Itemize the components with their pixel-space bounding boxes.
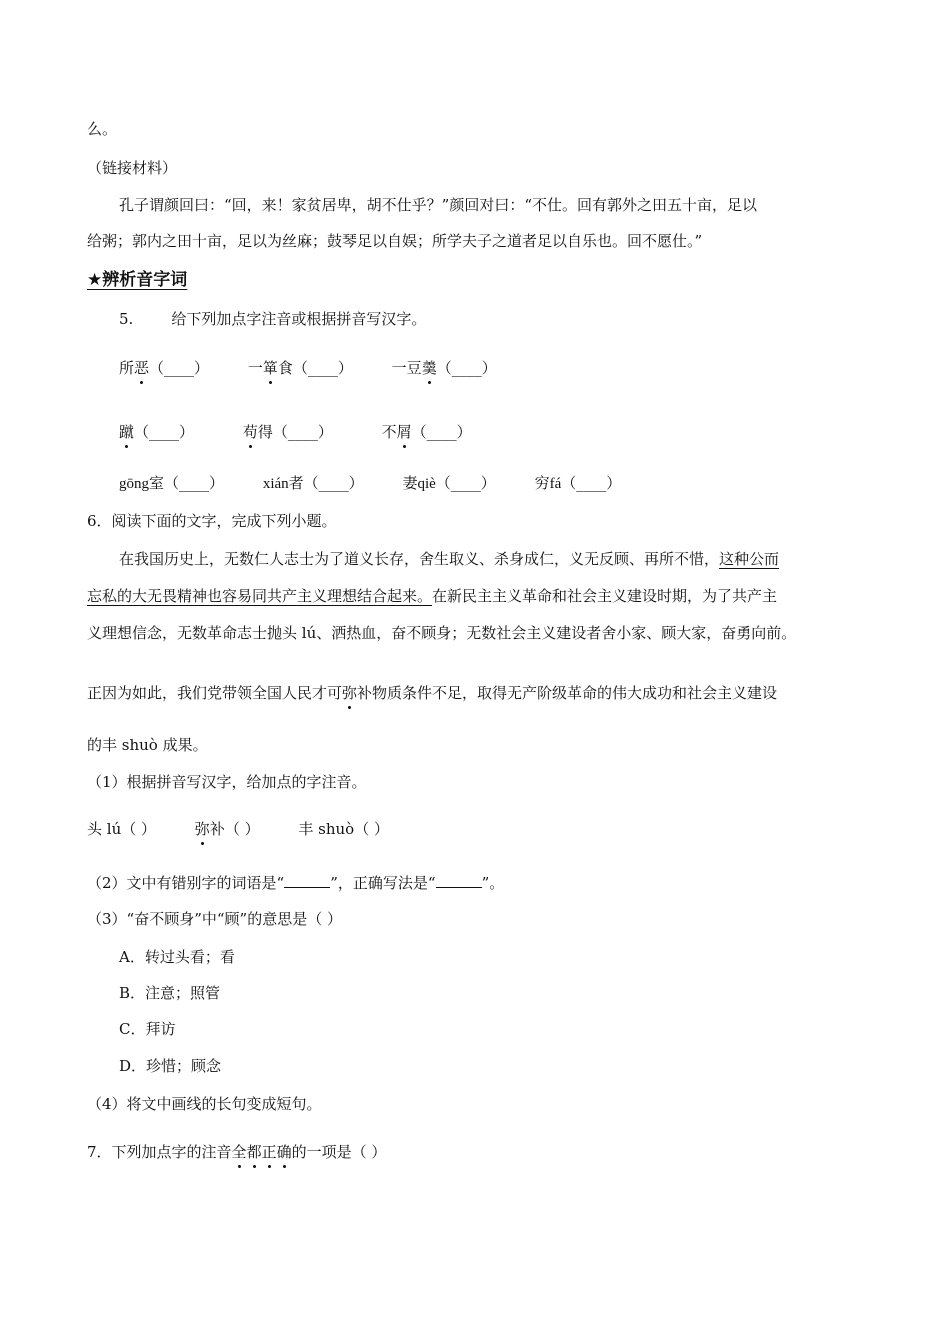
q7-question: 7．下列加点字的注音全都正确的一项是（ ）	[87, 1143, 387, 1161]
q6-passage-line-2: 忘私的大无畏精神也容易同共产主义理想结合起来。在新民主主义革命和社会主义建设时期，为了共产主	[87, 587, 778, 605]
q6-item: 头 lú（ ）	[87, 820, 157, 838]
q5-item: 一豆羹（____）	[391, 359, 497, 377]
q5-row-3	[119, 472, 621, 495]
link-material-line-2: 给粥；郭内之田十亩，足以为丝麻；鼓琴足以自娱；所学夫子之道者足以自乐也。回不愿仕。”	[87, 232, 703, 250]
q6-title: 6．阅读下面的文字，完成下列小题。	[87, 512, 337, 530]
q6-item: 弥补（ ）	[194, 820, 260, 838]
q5-row-1	[119, 357, 497, 379]
q5-item: 穷fá（____）	[534, 474, 622, 492]
q5-item: 苟得（____）	[242, 423, 333, 441]
q5-item: 不屑（____）	[381, 423, 472, 441]
option-c[interactable]: C．拜访	[119, 1020, 176, 1038]
q6-passage-line-3: 义理想信念，无数革命志士抛头 lú、洒热血，奋不顾身；无数社会主义建设者舍小家、顾大家，奋勇向前。	[87, 624, 797, 642]
q6-sub-1-items	[87, 818, 389, 840]
underlined-sentence: 这种公而	[719, 550, 780, 568]
q6-sub-3: （3）“奋不顾身”中“顾”的意思是（ ）	[87, 910, 342, 928]
section-heading: ★辨析音字词	[87, 270, 188, 290]
q5-number: 5.	[119, 310, 134, 328]
q5-item: 蹴（____）	[119, 423, 195, 441]
answer-blank[interactable]	[284, 873, 330, 888]
link-material-line-1: 孔子谓颜回曰：“回，来！家贫居卑，胡不仕乎？”颜回对曰：“不仕。回有郭外之田五十亩，足以	[119, 196, 758, 214]
q5-prompt-text: 给下列加点字注音或根据拼音写汉字。	[171, 310, 427, 328]
q5-row-2	[119, 421, 472, 443]
q5-item: gōng室（____）	[119, 474, 225, 492]
q6-sub-1: （1）根据拼音写汉字，给加点的字注音。	[87, 773, 367, 791]
q5-item: xián者（____）	[262, 474, 364, 492]
q6-item: 丰 shuò（ ）	[298, 820, 389, 838]
option-a[interactable]: A．转过头看；看	[119, 948, 235, 966]
q6-passage-line-5: 的丰 shuò 成果。	[87, 736, 208, 754]
text-fragment: 么。	[87, 120, 118, 138]
q5-item: 所恶（____）	[119, 359, 210, 377]
q6-passage-line-4: 正因为如此，我们党带领全国人民才可弥补物质条件不足，取得无产阶级革命的伟大成功和社会主义建设	[87, 684, 778, 702]
option-b[interactable]: B．注意；照管	[119, 984, 221, 1002]
q5-item: 一箪食（____）	[247, 359, 353, 377]
q5-prompt	[119, 308, 426, 330]
q6-sub-4: （4）将文中画线的长句变成短句。	[87, 1095, 322, 1113]
underlined-sentence: 忘私的大无畏精神也容易同共产主义理想结合起来。	[87, 587, 433, 605]
link-material-label: （链接材料）	[87, 159, 178, 177]
q6-passage-line-1: 在我国历史上，无数仁人志士为了道义长存，舍生取义、杀身成仁，义无反顾、再所不惜，这种公而	[119, 550, 780, 568]
q5-item: 妻qiè（____）	[402, 474, 496, 492]
q6-sub-2: （2）文中有错别字的词语是“ ”，正确写法是“ ”。	[87, 874, 505, 892]
answer-blank[interactable]	[436, 873, 482, 888]
option-d[interactable]: D．珍惜；顾念	[119, 1057, 222, 1075]
